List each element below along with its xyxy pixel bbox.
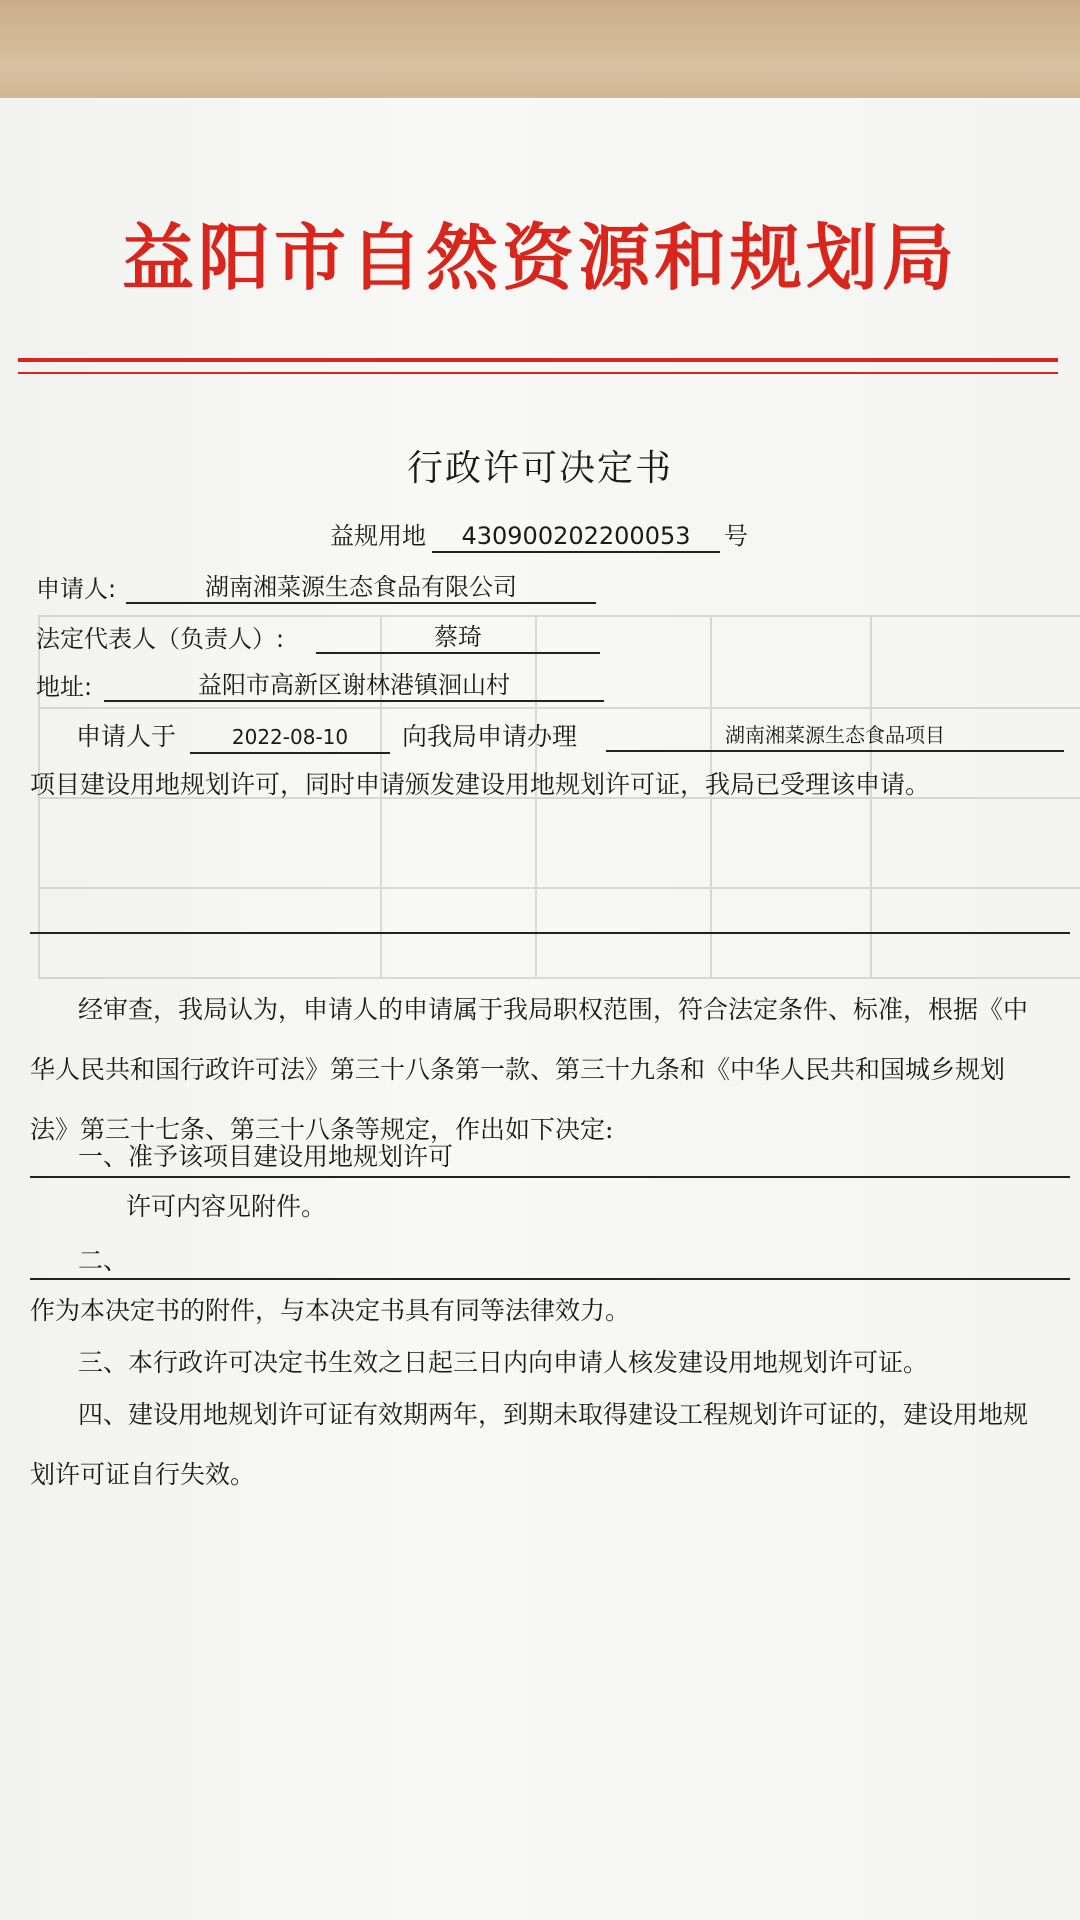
blank-rule-1 [30,932,1070,934]
blank-rule-2 [30,1176,1070,1178]
review-line-2: 华人民共和国行政许可法》第三十八条第一款、第三十九条和《中华人民共和国城乡规划 [30,1055,1006,1084]
applicant-label: 申请人: [36,575,117,603]
decision-item-2: 二、 [78,1246,129,1275]
decision-item-1: 一、准予该项目建设用地规划许可 [78,1142,454,1171]
doc-number-value: 430900202200053 [432,521,720,553]
decision-item-4-line-1: 四、建设用地规划许可证有效期两年，到期未取得建设工程规划许可证的，建设用地规 [78,1400,1029,1429]
doc-number-prefix: 益规用地 [330,522,426,550]
decision-item-4-line-2: 划许可证自行失效。 [30,1460,256,1489]
org-name-header: 益阳市自然资源和规划局 [121,216,958,300]
application-line2: 项目建设用地规划许可，同时申请颁发建设用地规划许可证，我局已受理该申请。 [30,770,931,799]
legal-rep-label: 法定代表人（负责人）: [36,625,285,653]
review-line-1: 经审查，我局认为，申请人的申请属于我局职权范围，符合法定条件、标准，根据《中 [78,995,1029,1024]
address-value: 益阳市高新区谢林港镇洄山村 [104,670,604,702]
application-text-before: 申请人于 [76,722,177,751]
legal-rep-value: 蔡琦 [316,622,600,654]
application-project: 湖南湘菜源生态食品项目 [606,720,1064,752]
decision-item-2-sub: 作为本决定书的附件，与本决定书具有同等法律效力。 [30,1296,631,1325]
decision-item-4 [30,1385,1070,1505]
blank-rule-3 [30,1278,1070,1280]
header-red-rule-thin [18,372,1058,374]
review-line-3: 法》第三十七条、第三十八条等规定，作出如下决定: [30,1115,614,1144]
address-label: 地址: [36,673,93,701]
decision-item-3: 三、本行政许可决定书生效之日起三日内向申请人核发建设用地规划许可证。 [78,1348,929,1377]
application-text-after: 向我局申请办理 [402,722,578,751]
decision-item-1-sub: 许可内容见附件。 [126,1192,327,1221]
application-date: 2022-08-10 [190,722,390,754]
applicant-value: 湖南湘菜源生态食品有限公司 [126,572,596,604]
review-paragraph [30,980,1070,1160]
document-title: 行政许可决定书 [406,448,673,489]
doc-number-suffix: 号 [724,522,748,550]
header-red-rule [18,358,1058,362]
desk-background [0,0,1080,110]
